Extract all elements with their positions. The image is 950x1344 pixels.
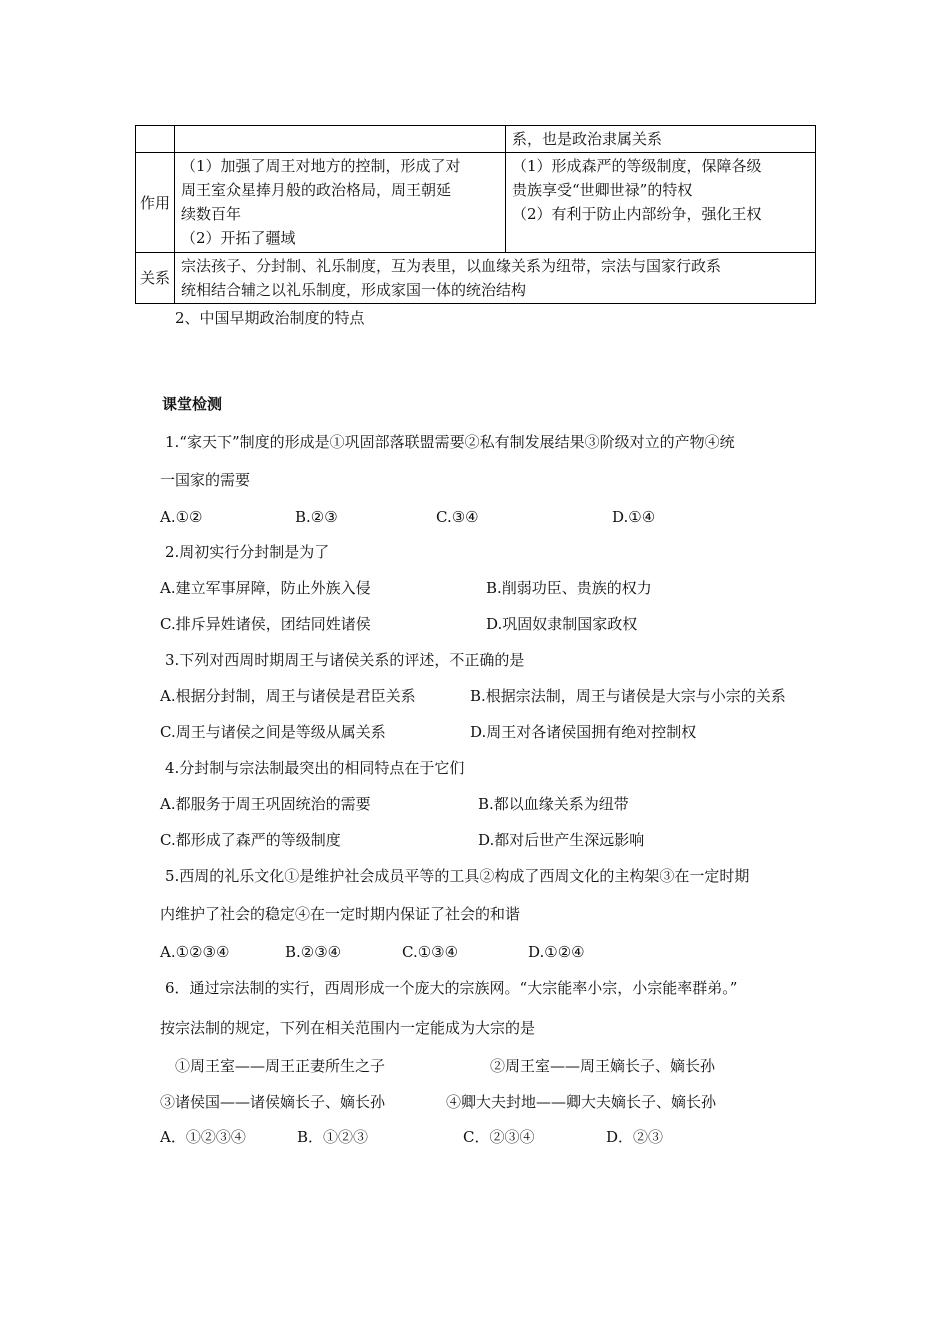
q2-option-b: B.削弱功臣、贵族的权力: [486, 579, 652, 597]
cell-line: 统相结合辅之以礼乐制度，形成家国一体的统治结构: [181, 281, 527, 299]
q1-option-a: A.①②: [160, 508, 203, 526]
q3-option-a: A.根据分封制，周王与诸侯是君臣关系: [160, 687, 416, 705]
q6-item-4: ④卿大夫封地——卿大夫嫡长子、嫡长孙: [446, 1093, 717, 1111]
table-cell: [506, 126, 816, 153]
table-row: [136, 153, 816, 253]
q6-option-a: A．①②③④: [160, 1128, 246, 1146]
cell-line: 周王室众星捧月般的政治格局，周王朝延: [181, 181, 452, 199]
q3-option-d: D.周王对各诸侯国拥有绝对控制权: [470, 723, 697, 741]
cell-line: 贵族享受“世卿世禄”的特权: [512, 181, 693, 199]
table-cell: [506, 153, 816, 253]
question-6-stem-cont: 按宗法制的规定，下列在相关范围内一定能成为大宗的是: [160, 1019, 536, 1037]
q1-option-b: B.②③: [295, 508, 338, 526]
cell-line: 系，也是政治隶属关系: [512, 130, 663, 148]
table-cell: [175, 153, 506, 253]
q3-option-c: C.周王与诸侯之间是等级从属关系: [160, 723, 386, 741]
cell-line: （1）形成森严的等级制度，保障各级: [512, 157, 762, 175]
q1-option-c: C.③④: [436, 508, 479, 526]
row-label-empty: [136, 126, 175, 153]
q3-option-b: B.根据宗法制，周王与诸侯是大宗与小宗的关系: [470, 687, 786, 705]
system-comparison-table: [135, 125, 816, 304]
cell-line: （1）加强了周王对地方的控制，形成了对: [181, 157, 461, 175]
q6-option-c: C．②③④: [463, 1128, 535, 1146]
cell-line: （2）开拓了疆域: [181, 229, 296, 247]
q6-option-d: D．②③: [606, 1128, 664, 1146]
q6-item-1: ①周王室——周王正妻所生之子: [175, 1057, 386, 1075]
q5-option-c: C.①③④: [402, 943, 459, 961]
q1-option-d: D.①④: [612, 508, 656, 526]
q4-option-d: D.都对后世产生深远影响: [478, 831, 645, 849]
q5-option-b: B.②③④: [285, 943, 342, 961]
question-6-stem: 6．通过宗法制的实行，西周形成一个庞大的宗族网。“大宗能率小宗，小宗能率群弟。”: [165, 979, 738, 997]
q4-option-c: C.都形成了森严的等级制度: [160, 831, 341, 849]
question-3-stem: 3.下列对西周时期周王与诸侯关系的评述，不正确的是: [165, 651, 525, 669]
table-cell: [175, 253, 816, 304]
question-4-stem: 4.分封制与宗法制最突出的相同特点在于它们: [165, 759, 465, 777]
q2-option-c: C.排斥异姓诸侯，团结同姓诸侯: [160, 615, 371, 633]
question-1-stem: 1.“家天下”制度的形成是①巩固部落联盟需要②私有制发展结果③阶级对立的产物④统: [165, 433, 735, 451]
table-row: [136, 126, 816, 153]
q4-option-a: A.都服务于周王巩固统治的需要: [160, 795, 371, 813]
q6-option-b: B．①②③: [297, 1128, 369, 1146]
q2-option-d: D.巩固奴隶制国家政权: [486, 615, 638, 633]
cell-line: （2）有利于防止内部纷争，强化王权: [512, 205, 762, 223]
cell-line: 宗法孩子、分封制、礼乐制度，互为表里，以血缘关系为纽带，宗法与国家行政系: [181, 257, 722, 275]
q6-item-3: ③诸侯国——诸侯嫡长子、嫡长孙: [160, 1093, 386, 1111]
q6-item-2: ②周王室——周王嫡长子、嫡长孙: [490, 1057, 716, 1075]
q5-option-d: D.①②④: [528, 943, 585, 961]
table-row: [136, 253, 816, 304]
cell-line: 续数百年: [181, 205, 242, 223]
question-5-stem: 5.西周的礼乐文化①是维护社会成员平等的工具②构成了西周文化的主构架③在一定时期: [165, 867, 750, 885]
q4-option-b: B.都以血缘关系为纽带: [478, 795, 629, 813]
section-title: 课堂检测: [162, 395, 223, 413]
question-1-stem-cont: 一国家的需要: [160, 471, 251, 489]
question-5-stem-cont: 内维护了社会的稳定④在一定时期内保证了社会的和谐: [160, 905, 521, 923]
question-2-stem: 2.周初实行分封制是为了: [165, 543, 330, 561]
row-label-relation: 关系: [136, 253, 175, 304]
section-point-2: 2、中国早期政治制度的特点: [175, 309, 365, 327]
q2-option-a: A.建立军事屏障，防止外族入侵: [160, 579, 371, 597]
table-cell-empty: [175, 126, 506, 153]
q5-option-a: A.①②③④: [160, 943, 230, 961]
row-label-effect: 作用: [136, 153, 175, 253]
